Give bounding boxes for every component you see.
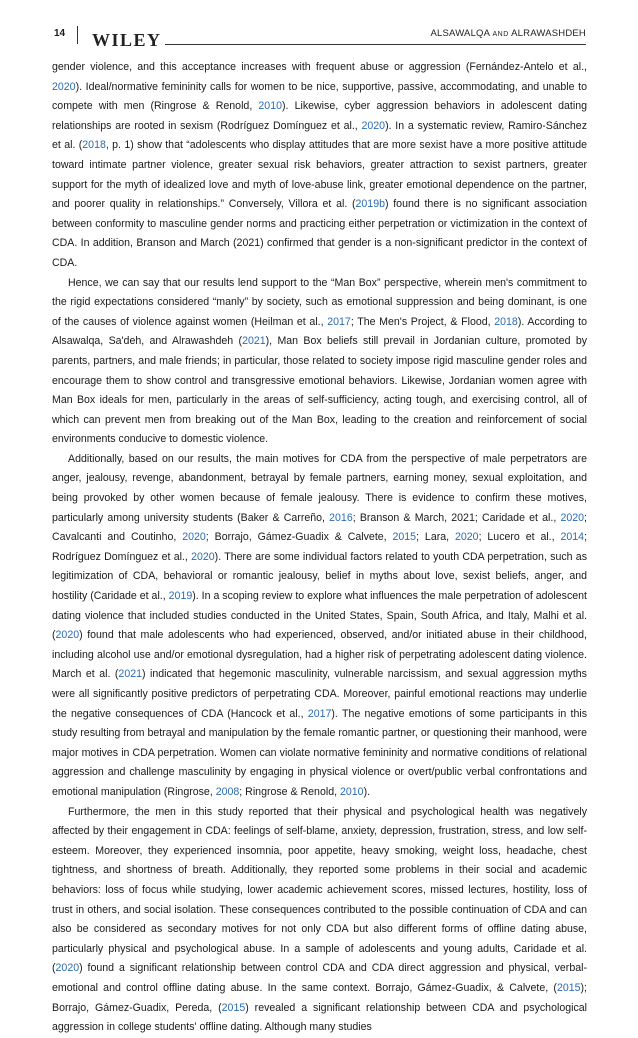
- citation-link[interactable]: 2020: [191, 550, 215, 563]
- body-text-run: ). Likewise, cyber aggression behaviors in adolescent dating relationships are rooted in sexism (Rodríguez Domínguez et al.,: [52, 100, 587, 132]
- page-header: [0, 0, 638, 50]
- body-text-run: ). Ideal/normative femininity calls for women to be nice, supportive, passive, accommodating, and unable to compete with men (Ringrose & Renold,: [52, 80, 587, 113]
- body-text-run: ). There are some individual factors related to youth CDA perpetration, such as legitimization of CDA, behavioral or romantic jealousy, belief in myths about love, sexist beliefs, anger, and hostility (Caridade et al.,: [52, 550, 587, 603]
- citation-link[interactable]: 2021: [118, 668, 142, 681]
- running-head-author-2: ALRAWASHDEH: [511, 28, 586, 39]
- body-text-run: Hence, we can say that our results lend support to the “Man Box” perspective, wherein men's commitment to the rigid expectations considered “manly” by society, such as emotional suppression and being dominant, is one of the causes of violence against women (Heilman et al.,: [52, 276, 587, 328]
- body-text-run: ), Man Box beliefs still prevail in Jordanian culture, promoted by parents, partners, and male friends; in particular, those related to society impose rigid masculine gender roles and encourage them to show control and transgressive emotional behaviors. Likewise, Jordanian women agree with Man Box ideals for men, particularly in the areas of self-sufficiency, acting tough, and exercising control, all of which can prevent men from breaking out of the Man Box, leading to the creation and reinforcement of social environments conducive to domestic violence.: [52, 335, 588, 446]
- body-paragraph: [52, 803, 587, 1038]
- body-text-run: Furthermore, the men in this study reported that their physical and psychological health was negatively affected by their engagement in CDA: feelings of self-blame, anxiety, depression, frustration, stress, and low self-esteem. Moreover, they experienced insomnia, poor appetite, heavy smoking, weight loss, headache, chest tightness, and shortness of breath. Additionally, they reported some problems in their social and academic behaviors: loss of focus while studying, lower academic achievement scores, missed lectures, hostility, loss of trust in others, and social isolation. These consequences contributed to the possible continuation of CDA and can also be considered as secondary motives for not only CDA but also different forms of offline dating abuse, particularly physical and psychological abuse. In a sample of adolescents and young adults, Caridade et al. (: [52, 805, 587, 975]
- citation-link[interactable]: 2019: [168, 590, 193, 603]
- publisher-logo: WILEY: [92, 30, 162, 50]
- page-number: 14: [54, 28, 66, 39]
- citation-link[interactable]: 2020: [55, 629, 80, 642]
- citation-link[interactable]: 2020: [52, 80, 76, 93]
- running-head-author-1: ALSAWALQA: [430, 28, 490, 39]
- citation-link[interactable]: 2020: [454, 531, 479, 544]
- citation-link[interactable]: 2010: [258, 100, 282, 113]
- body-text-run: gender violence, and this acceptance increases with frequent abuse or aggression (Fernández-Antelo et al.,: [52, 61, 587, 73]
- body-text-run: ; Lucero et al.,: [478, 531, 561, 544]
- citation-link[interactable]: 2008: [215, 785, 240, 798]
- body-text-run: ) indicated that hegemonic masculinity, vulnerable narcissism, and sexual aggression myths were all significantly positive predictors of perpetrating CDA. Moreover, painful emotional reactions may underlie the negative consequences of CDA (Hancock et al.,: [52, 668, 587, 720]
- citation-link[interactable]: 2018: [82, 139, 106, 152]
- body-text-run: ) found a significant relationship between control CDA and CDA direct aggression and physical, verbal-emotional and control offline dating abuse. In the same context. Borrajo, Gámez-Guadix, & Calvete, (: [52, 962, 587, 994]
- body-text-run: ) revealed a significant relationship between CDA and psychological aggression in college students' offline dating. Although many studies: [52, 1001, 587, 1034]
- running-head-and: AND: [492, 31, 509, 38]
- body-text-run: ) found that male adolescents who had experienced, observed, and/or initiated abuse in their childhood, including alcohol use and/or emotional dysregulation, had a higher risk of perpetrating adolescent dating violence. March et al. (: [52, 629, 587, 681]
- body-text-run: ). The negative emotions of some participants in this study resulting from betrayal and manipulation by the female romantic partner, or questioning their manhood, were major motives in CDA perpetration. Women can violate normative femininity and normative conditions of relational aggression and challenge masculinity by engaging in physical violence or overt/public verbal confrontations and emotional manipulation (Ringrose,: [52, 707, 587, 798]
- citation-link[interactable]: 2017: [327, 315, 351, 328]
- body-text-run: , p. 1) show that “adolescents who display attitudes that are more sexist have a more positive attitude toward intimate partner violence, greater sexual risk behaviors, greater attraction to sexist partners, greater support for the myth of idealized love and myth of love-abuse link, greater emotional dependence on the partner, and poorer quality in relationships.” Conversely, Villora et al. (: [52, 139, 587, 211]
- citation-link[interactable]: 2021: [242, 335, 266, 348]
- body-text-run: ). In a scoping review to explore what influences the male perpetration of adolescent dating violence that included studies conducted in the United States, Spain, South Africa, and Italy, Malhi et al. (: [52, 590, 587, 642]
- body-text-run: ). According to Alsawalqa, Sa'deh, and Alrawashdeh (: [52, 315, 587, 348]
- body-text-run: Additionally, based on our results, the main motives for CDA from the perspective of male perpetrators are anger, jealousy, revenge, abandonment, betrayal by female partners, earning money, sexual exploitation, and being provoked by other women because of female jealousy. There is evidence to confirm these motives, particularly among university students (Baker & Carreño,: [52, 452, 587, 524]
- citation-link[interactable]: 2017: [307, 707, 332, 720]
- citation-link[interactable]: 2015: [392, 531, 417, 544]
- header-divider: [77, 26, 78, 44]
- citation-link[interactable]: 2020: [182, 531, 206, 544]
- body-text-run: ); Borrajo, Gámez-Guadix, Pereda, (: [52, 981, 587, 1014]
- citation-link[interactable]: 2015: [556, 981, 581, 994]
- body-paragraph: [52, 58, 587, 274]
- citation-link[interactable]: 2019b: [355, 198, 385, 211]
- body-paragraph: [52, 274, 587, 450]
- citation-link[interactable]: 2014: [560, 531, 585, 544]
- body-text-run: ; The Men's Project, & Flood,: [350, 315, 495, 328]
- citation-link[interactable]: 2020: [560, 511, 585, 524]
- body-text-run: ).: [363, 785, 371, 798]
- body-text-run: ). In a systematic review, Ramiro-Sánchez et al. (: [52, 119, 587, 152]
- body-text-run: ; Cavalcanti and Coutinho,: [52, 511, 587, 544]
- citation-link[interactable]: 2010: [339, 785, 364, 798]
- header-rule: [165, 44, 586, 45]
- body-text-run: ; Borrajo, Gámez-Guadix & Calvete,: [205, 531, 393, 544]
- citation-link[interactable]: 2020: [361, 119, 386, 132]
- body-text-run: ; Branson & March, 2021; Caridade et al.,: [352, 511, 561, 524]
- running-head: [430, 28, 586, 39]
- body-paragraph: [52, 450, 587, 803]
- citation-link[interactable]: 2020: [55, 962, 80, 975]
- citation-link[interactable]: 2015: [221, 1001, 246, 1014]
- body-text-run: ; Ringrose & Renold,: [239, 785, 340, 798]
- article-body: [52, 58, 587, 1038]
- citation-link[interactable]: 2016: [329, 511, 353, 524]
- body-text-run: ; Lara,: [416, 531, 455, 544]
- body-text-run: ; Rodríguez Domínguez et al.,: [52, 531, 588, 563]
- body-text-run: ) found there is no significant association between conformity to masculine gender norms and practicing either perpetration or victimization in the context of CDA. In addition, Branson and March (2021) confirmed that gender is a non-significant predictor in the context of CDA.: [52, 198, 588, 269]
- citation-link[interactable]: 2018: [494, 315, 518, 328]
